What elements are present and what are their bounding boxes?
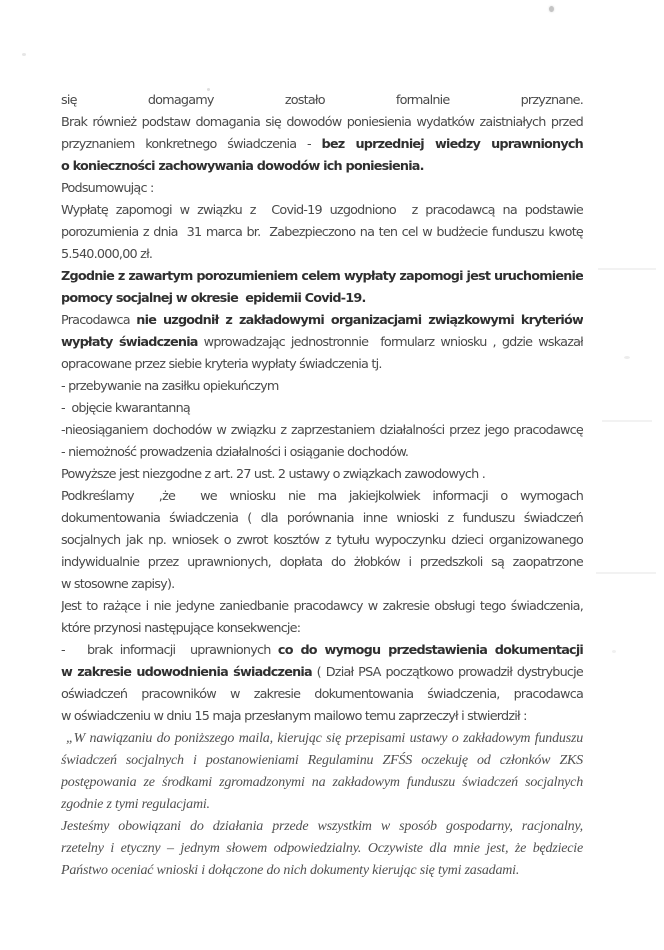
scan-artifact <box>602 420 652 422</box>
text-segment: w stosowne zapisy). <box>61 577 175 592</box>
bold-text-segment: bez uprzedniej wiedzy uprawnionych <box>321 137 583 152</box>
text-line <box>61 156 583 178</box>
text-line <box>61 662 583 684</box>
text-line <box>61 178 583 200</box>
text-line <box>61 112 583 134</box>
scan-artifact <box>624 356 630 359</box>
bold-text-segment: co do wymogu przedstawienia dokumentacji <box>277 643 583 658</box>
text-segment: - przebywanie na zasiłku opiekuńczym <box>61 379 279 394</box>
text-segment: przyznaniem konkretnego świadczenia - <box>61 137 322 152</box>
text-line <box>61 310 583 332</box>
text-segment: świadczeń socjalnych i postanowieniami Regulaminu ZFŚS oczekuję od członków ZKS <box>61 753 583 768</box>
text-segment: Wypłatę zapomogi w związku z Covid-19 uzgodniono z pracodawcą na podstawie <box>61 203 583 218</box>
text-segment: - brak informacji uprawnionych <box>61 643 278 658</box>
scan-artifact <box>598 268 656 270</box>
scan-artifact <box>22 53 26 56</box>
text-segment: zgodnie z tymi regulacjami. <box>61 797 210 812</box>
text-segment: -nieosiąganiem dochodów w związku z zaprzestaniem działalności przez jego pracodawcę <box>61 423 583 438</box>
text-line <box>61 618 583 640</box>
text-line <box>61 750 583 772</box>
document-body <box>61 90 583 882</box>
text-segment: Pracodawca <box>61 313 137 328</box>
bold-text-segment: wypłaty świadczenia <box>61 335 198 350</box>
text-line <box>61 420 583 442</box>
text-line <box>61 90 583 112</box>
text-segment: Brak również podstaw domagania się dowodów poniesienia wydatków zaistniałych przed <box>61 115 583 130</box>
text-line <box>61 398 583 420</box>
text-segment: rzetelny i etyczny – jednym słowem odpowiedzialny. Oczywiste dla mnie jest, że będziecie <box>61 841 583 856</box>
text-segment: w oświadczeniu w dniu 15 maja przesłanym mailowo temu zaprzeczył i stwierdził : <box>61 709 527 724</box>
scan-artifact <box>612 650 616 653</box>
text-segment: oświadczeń pracowników w zakresie dokumentowania świadczenia, pracodawca <box>61 687 583 702</box>
text-segment: 5.540.000,00 zł. <box>61 247 153 262</box>
text-line <box>61 728 583 750</box>
bold-text-segment: w zakresie udowodnienia świadczenia <box>61 665 312 680</box>
text-segment: Jest to rażące i nie jedyne zaniedbanie pracodawcy w zakresie obsługi tego świadczenia, <box>61 599 583 614</box>
text-segment: Powyższe jest niezgodne z art. 27 ust. 2 ustawy o związkach zawodowych . <box>61 467 485 482</box>
text-line <box>61 574 583 596</box>
text-line <box>61 442 583 464</box>
bold-text-segment: o konieczności zachowywania dowodów ich poniesienia. <box>61 159 424 174</box>
text-line <box>61 794 583 816</box>
text-segment: socjalnych jak np. wniosek o zwrot kosztów z tytułu wypoczynku dzieci organizowanego <box>61 533 583 548</box>
text-line <box>61 596 583 618</box>
text-line <box>61 354 583 376</box>
text-line <box>61 222 583 244</box>
text-segment: Państwo oceniać wnioski i dołączone do nich dokumenty kierując się tymi zasadami. <box>61 863 520 878</box>
text-line <box>61 530 583 552</box>
text-line <box>61 266 583 288</box>
text-line <box>61 838 583 860</box>
text-line <box>61 244 583 266</box>
text-segment: Jesteśmy obowiązani do działania przede wszystkim w sposób gospodarny, racjonalny, <box>61 819 583 834</box>
bold-text-segment: Zgodnie z zawartym porozumieniem celem wypłaty zapomogi jest uruchomienie <box>61 269 583 284</box>
text-line <box>61 640 583 662</box>
text-line <box>61 464 583 486</box>
text-segment: się domagamy zostało formalnie przyznane. <box>61 93 583 108</box>
text-line <box>61 816 583 838</box>
text-segment: które przynosi następujące konsekwencje: <box>61 621 301 636</box>
text-line <box>61 552 583 574</box>
scan-artifact <box>596 572 656 574</box>
bold-text-segment: pomocy socjalnej w okresie epidemii Covid-19. <box>61 291 366 306</box>
text-line <box>61 376 583 398</box>
text-line <box>61 332 583 354</box>
text-segment: postępowania ze środkami zgromadzonymi na zakładowym funduszu świadczeń socjalnych <box>61 775 583 790</box>
text-segment: porozumienia z dnia 31 marca br. Zabezpieczono na ten cel w budżecie funduszu kwotę <box>61 225 583 240</box>
text-segment: „W nawiązaniu do poniższego maila, kierując się przepisami ustawy o zakładowym funduszu <box>66 731 583 746</box>
text-line <box>61 288 583 310</box>
text-segment: indywidualnie przez uprawnionych, dopłata do żłobków i przedszkoli są zaopatrzone <box>61 555 583 570</box>
text-line <box>61 706 583 728</box>
text-segment: dokumentowania świadczenia ( dla porównania inne wnioski z funduszu świadczeń <box>61 511 583 526</box>
text-segment: - objęcie kwarantanną <box>61 401 190 416</box>
text-segment: - niemożność prowadzenia działalności i osiąganie dochodów. <box>61 445 409 460</box>
text-segment: ( Dział PSA początkowo prowadził dystrybucje <box>311 665 583 680</box>
scan-artifact <box>549 6 554 12</box>
text-segment: Podkreślamy ,że we wniosku nie ma jakiejkolwiek informacji o wymogach <box>61 489 583 504</box>
text-line <box>61 200 583 222</box>
text-line <box>61 772 583 794</box>
text-segment: opracowane przez siebie kryteria wypłaty świadczenia tj. <box>61 357 382 372</box>
text-line <box>61 860 583 882</box>
text-line <box>61 486 583 508</box>
bold-text-segment: nie uzgodnił z zakładowymi organizacjami związkowymi kryteriów <box>136 313 583 328</box>
text-segment: Podsumowując : <box>61 181 154 196</box>
text-line <box>61 134 583 156</box>
text-segment: wprowadzając jednostronnie formularz wniosku , gdzie wskazał <box>197 335 583 350</box>
text-line <box>61 508 583 530</box>
text-line <box>61 684 583 706</box>
